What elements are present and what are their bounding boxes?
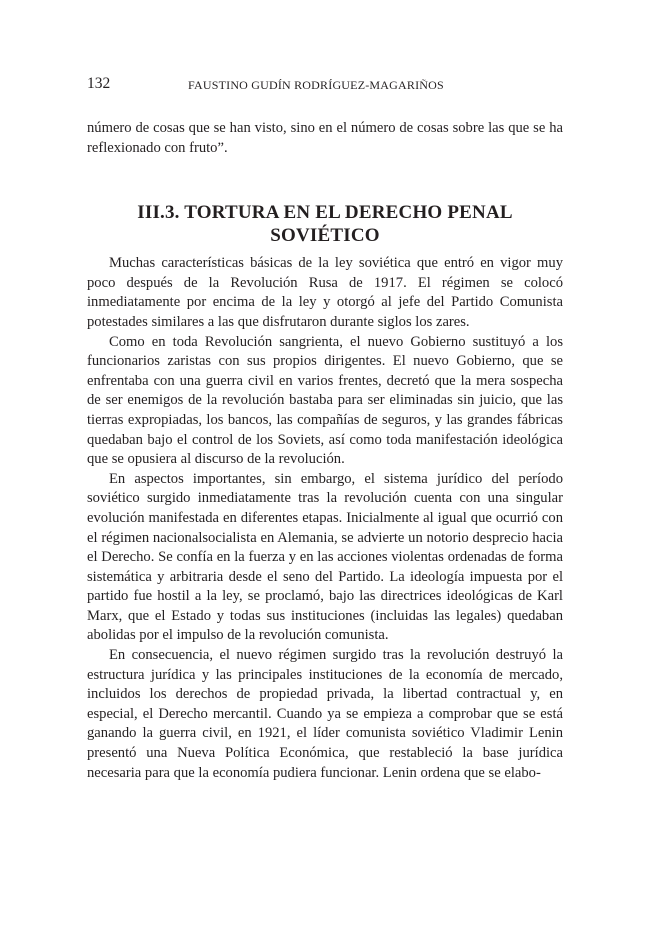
running-head: [87, 75, 565, 95]
continuation-paragraph: número de cosas que se han visto, sino en el número de cosas sobre las que se ha reflexionado con fruto”.: [87, 120, 563, 156]
page-number: 132: [87, 75, 111, 92]
page-content: [87, 119, 563, 783]
section-title: [87, 201, 563, 247]
running-author: FAUSTINO GUDÍN RODRÍGUEZ-MAGARIÑOS: [188, 78, 444, 92]
section-title-line-1: III.3. TORTURA EN EL DERECHO PENAL: [137, 202, 513, 224]
paragraph-4: En consecuencia, el nuevo régimen surgido tras la revolución destruyó la estructura jurídica y las principales instituciones de la economía de mercado, incluidos los derechos de propiedad privada, la libertad contractual y, en especial, el Derecho mercantil. Cuando ya se empieza a comprobar que se está ganando la guerra civil, en 1921, el líder comunista soviético Vladimir Lenin presentó una Nueva Política Económica, que restableció la base jurídica necesaria para que la economía pudiera funcionar. Lenin ordena que se elabo-: [87, 647, 563, 781]
section-title-line-2: SOVIÉTICO: [270, 225, 380, 247]
paragraph-3: En aspectos importantes, sin embargo, el sistema jurídico del período soviético surgido inmediatamente tras la revolución cuenta con una singular evolución manifestada en diferentes etapas. Inicialmente al igual que ocurrió con el régimen nacionalsocialista en Alemania, se advierte un notorio desprecio hacia el Derecho. Se confía en la fuerza y en las acciones violentas ordenadas de forma sistemática y arbitraria desde el seno del Partido. La ideología impuesta por el partido fue hostil a la ley, se proclamó, bajo las directrices ideológicas de Karl Marx, que el Estado y todas sus instituciones (incluidas las legales) quedaban abolidas por el impulso de la revolución comunista.: [87, 470, 563, 644]
paragraph-2: Como en toda Revolución sangrienta, el nuevo Gobierno sustituyó a los funcionarios zaristas con sus propios dirigentes. El nuevo Gobierno, que se enfrentaba con una guerra civil en varios frentes, decretó que la mera sospecha de ser enemigos de la revolución bastaba para ser eliminadas sin juicio, que las tierras expropiadas, los bancos, las compañías de seguros, y las grandes fábricas quedaban bajo el control de los Soviets, así como toda manifestación ideológica que se opusiera al discurso de la revolución.: [87, 333, 563, 468]
paragraph-1: Muchas características básicas de la ley soviética que entró en vigor muy poco después de la Revolución Rusa de 1917. El régimen se colocó inmediatamente por encima de la ley y otorgó al jefe del Partido Comunista potestades similares a las que disfrutaron durante siglos los zares.: [87, 255, 563, 330]
